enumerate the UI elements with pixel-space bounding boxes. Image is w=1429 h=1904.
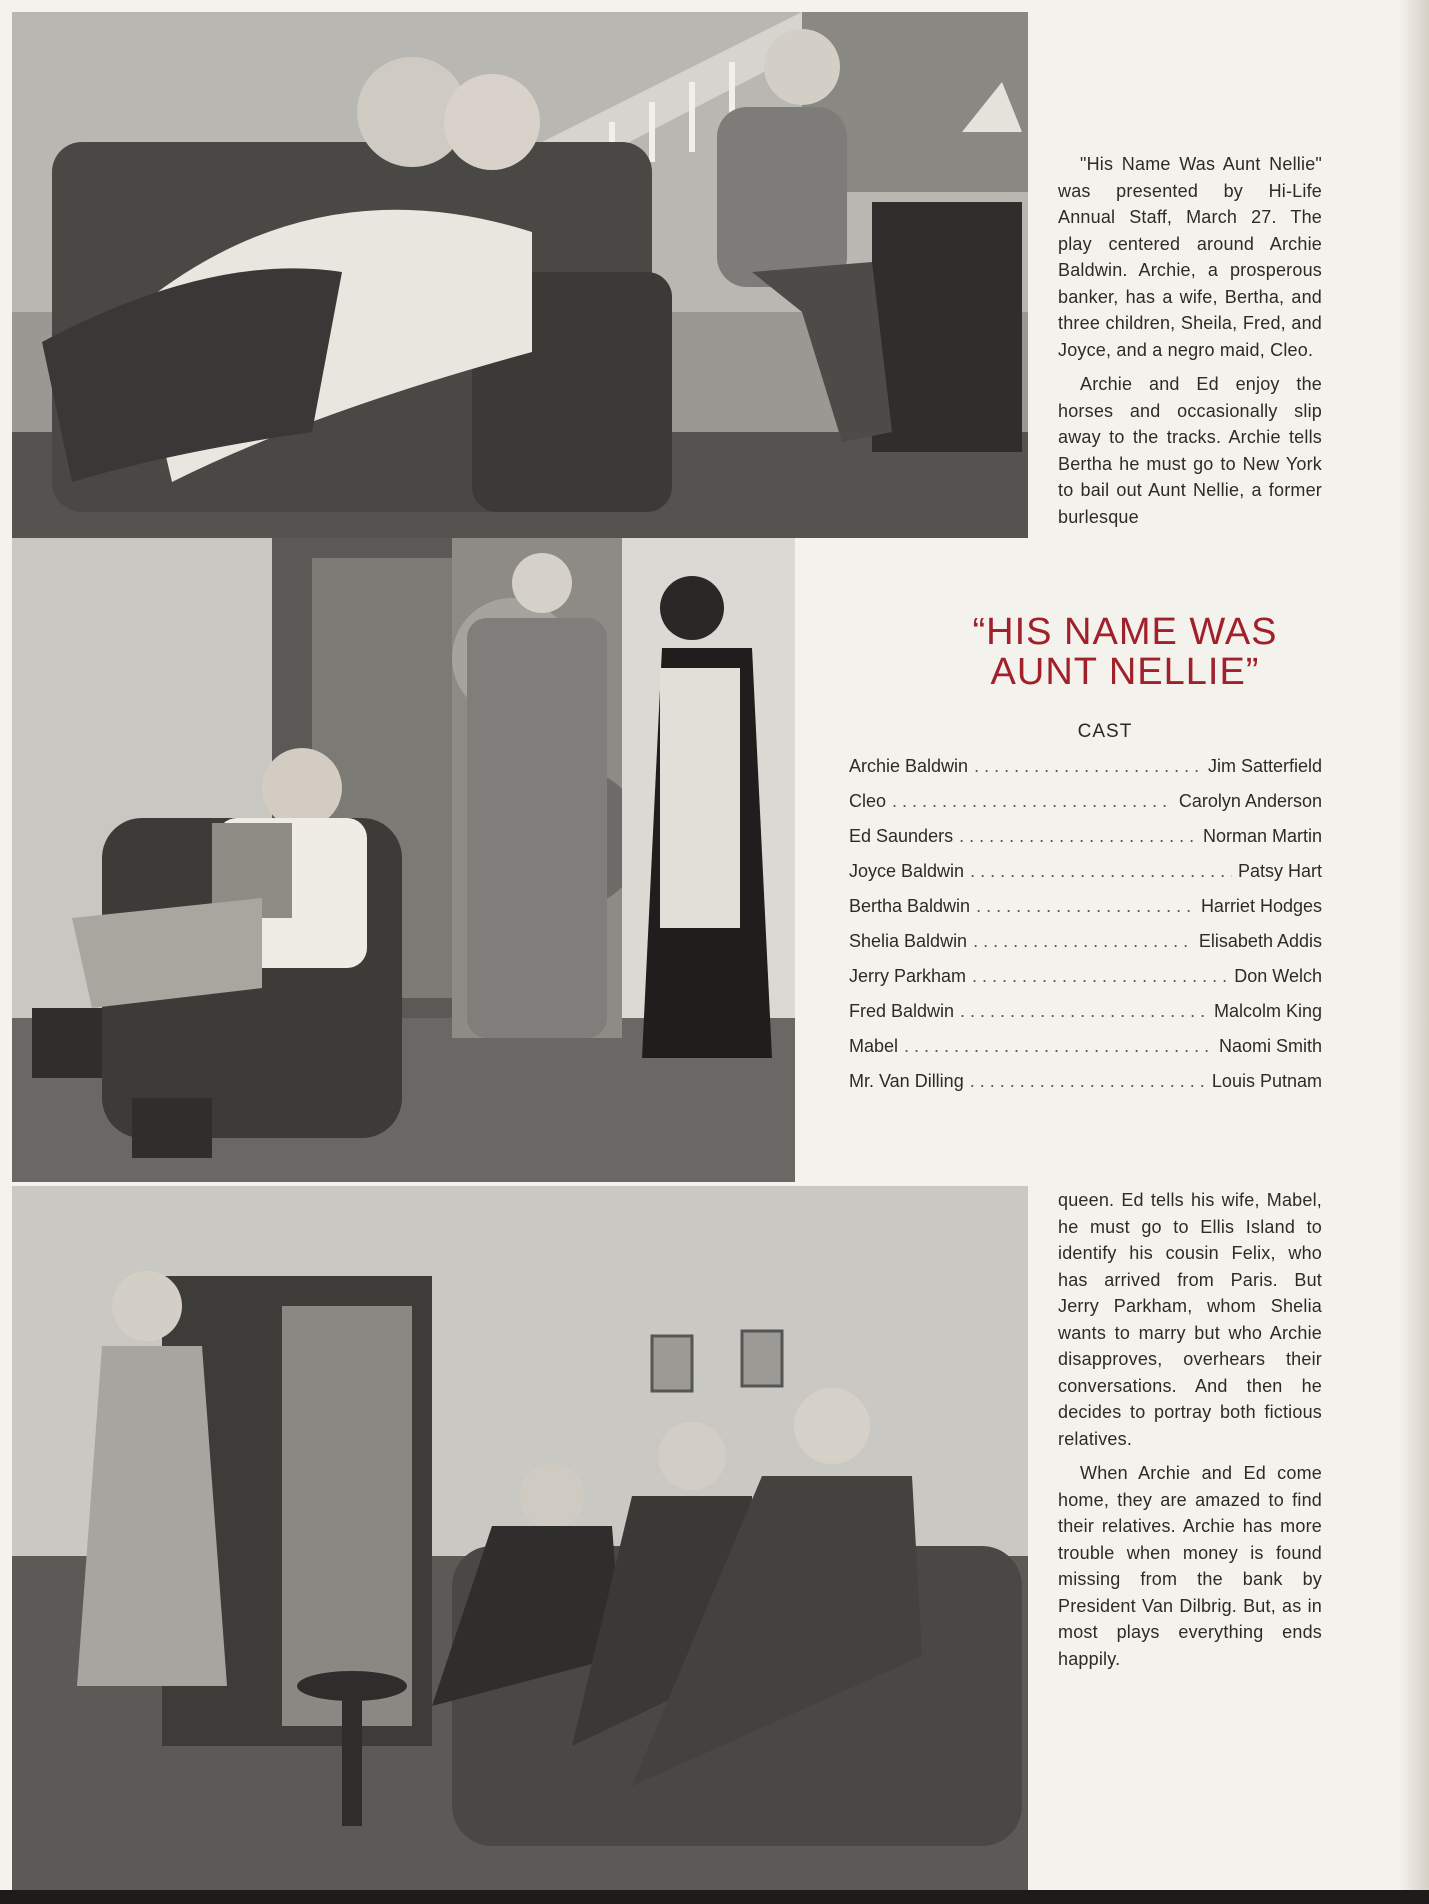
photo-couple-on-sofa (12, 12, 1028, 538)
page-edge-shadow (1399, 0, 1429, 1904)
leader-dots (972, 966, 1228, 987)
cast-role: Archie Baldwin (849, 756, 969, 776)
play-title-line-1: “HIS NAME WAS (972, 611, 1278, 653)
cast-role: Shelia Baldwin (849, 931, 968, 951)
cast-row (849, 791, 1322, 826)
story-text-bottom (1058, 1187, 1322, 1680)
cast-row (849, 896, 1322, 931)
cast-role: Ed Saunders (849, 826, 954, 846)
cast-row (849, 756, 1322, 791)
cast-actor: Patsy Hart (1237, 861, 1322, 881)
cast-actor: Carolyn Anderson (1178, 791, 1322, 811)
page-bottom-edge (0, 1890, 1429, 1904)
story-text-top (1058, 151, 1322, 538)
cast-actor: Naomi Smith (1218, 1036, 1322, 1056)
cast-list (849, 756, 1322, 1106)
play-title-line-2: AUNT NELLIE” (990, 651, 1260, 693)
cast-role: Cleo (849, 791, 887, 811)
cast-actor: Norman Martin (1202, 826, 1322, 846)
play-title (855, 612, 1395, 692)
cast-role: Bertha Baldwin (849, 896, 971, 916)
cast-role: Mr. Van Dilling (849, 1071, 964, 1091)
leader-dots (904, 1036, 1213, 1057)
story-paragraph: "His Name Was Aunt Nellie" was presented by Hi-Life Annual Staff, March 27. The play centered around Archie Baldwin. Archie, a prosperous banker, has a wife, Bertha, and three children, Sheila, Fred, and Joyce, and a negro maid, Cleo. (1058, 154, 1322, 360)
photo-group-on-sofa-icon (12, 1186, 1028, 1894)
leader-dots (892, 791, 1173, 812)
cast-row (849, 861, 1322, 896)
cast-row (849, 931, 1322, 966)
cast-row (849, 1001, 1322, 1036)
cast-role: Jerry Parkham (849, 966, 967, 986)
cast-row (849, 1036, 1322, 1071)
leader-dots (970, 861, 1232, 882)
cast-row (849, 966, 1322, 1001)
leader-dots (959, 826, 1197, 847)
cast-actor: Jim Satterfield (1207, 756, 1322, 776)
cast-actor: Malcolm King (1213, 1001, 1322, 1021)
cast-actor: Don Welch (1234, 966, 1322, 986)
photo-couple-on-sofa-icon (12, 12, 1028, 538)
cast-heading: CAST (1077, 721, 1133, 742)
photo-boy-reading-in-armchair (12, 538, 795, 1182)
cast-row (849, 826, 1322, 861)
story-paragraph: queen. Ed tells his wife, Mabel, he must go to Ellis Island to identify his cousin Felix, who has arrived from Paris. But Jerry Parkham, whom Shelia wants to marry but who Archie disapproves, overhears their conversations. And then he decides to portray both fictious relatives. (1058, 1190, 1322, 1449)
cast-role: Mabel (849, 1036, 899, 1056)
cast-actor: Elisabeth Addis (1198, 931, 1322, 951)
cast-actor: Harriet Hodges (1200, 896, 1322, 916)
cast-actor: Louis Putnam (1211, 1071, 1322, 1091)
leader-dots (974, 756, 1202, 777)
photo-group-on-sofa (12, 1186, 1028, 1894)
story-paragraph: Archie and Ed enjoy the horses and occasionally slip away to the tracks. Archie tells Bertha he must go to New York to bail out Aunt Nellie, a former burlesque (1058, 374, 1322, 527)
photo-boy-reading-in-armchair-icon (12, 538, 795, 1182)
story-paragraph: When Archie and Ed come home, they are amazed to find their relatives. Archie has more trouble when money is found missing from the bank by President Van Dilbrig. But, as in most plays everything ends happily. (1058, 1463, 1322, 1669)
leader-dots (973, 931, 1193, 952)
leader-dots (970, 1071, 1206, 1092)
cast-row (849, 1071, 1322, 1106)
cast-role: Joyce Baldwin (849, 861, 965, 881)
leader-dots (960, 1001, 1208, 1022)
leader-dots (976, 896, 1195, 917)
cast-role: Fred Baldwin (849, 1001, 955, 1021)
